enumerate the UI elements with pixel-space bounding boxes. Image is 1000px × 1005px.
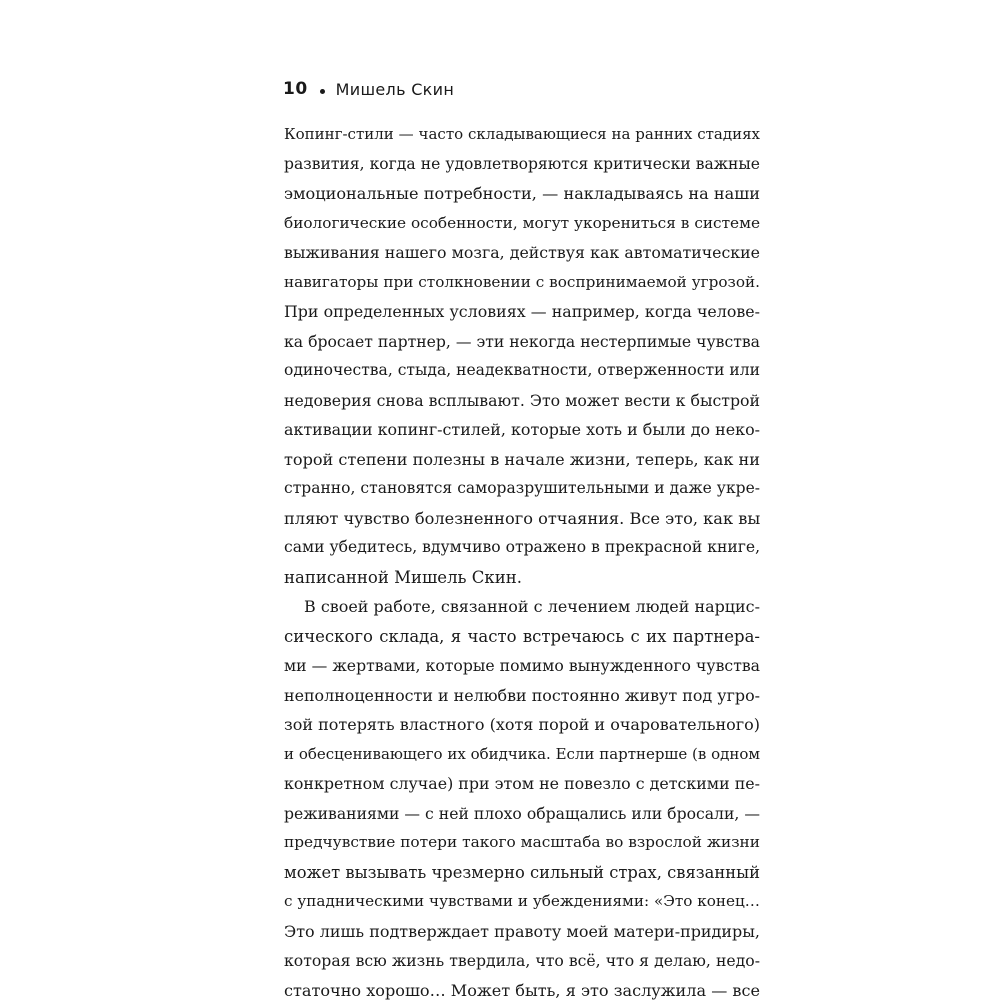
text-line: которая всю жизнь твердила, что всё, что я делаю, недо-: [284, 946, 760, 976]
text-line: одиночества, стыда, неадекватности, отверженности или: [284, 356, 760, 386]
text-line: сического склада, я часто встречаюсь с их партнера-: [284, 622, 760, 652]
text-line: зой потерять властного (хотя порой и очаровательного): [284, 710, 760, 740]
bullet-separator-icon: [320, 89, 325, 94]
text-line: и обесценивающего их обидчика. Если партнерше (в одном: [284, 740, 760, 770]
text-line: неполноценности и нелюбви постоянно живут под угро-: [284, 681, 760, 711]
text-line: эмоциональные потребности, — накладываясь на наши: [284, 179, 760, 209]
text-line: статочно хорошо… Может быть, я это заслужила — все: [284, 976, 760, 1005]
text-line: активации копинг-стилей, которые хоть и были до неко-: [284, 415, 760, 445]
text-line: недоверия снова всплывают. Это может вести к быстрой: [284, 386, 760, 416]
text-line: реживаниями — с ней плохо обращались или бросали, —: [284, 799, 760, 829]
paragraph: [284, 592, 760, 1005]
text-line: может вызывать чрезмерно сильный страх, связанный: [284, 858, 760, 888]
paragraph: [284, 120, 760, 592]
text-line: странно, становятся саморазрушительными и даже укре-: [284, 474, 760, 504]
text-line: В своей работе, связанной с лечением людей нарцис-: [284, 592, 760, 622]
text-line: Копинг-стили — часто складывающиеся на ранних стадиях: [284, 120, 760, 150]
text-line: предчувствие потери такого масштаба во взрослой жизни: [284, 828, 760, 858]
author-name: Мишель Скин: [336, 80, 454, 99]
text-line: написанной Мишель Скин.: [284, 563, 760, 593]
text-line: выживания нашего мозга, действуя как автоматические: [284, 238, 760, 268]
text-line: навигаторы при столкновении с воспринимаемой угрозой.: [284, 268, 760, 298]
text-line: ка бросает партнер, — эти некогда нестерпимые чувства: [284, 327, 760, 357]
text-line: биологические особенности, могут укорениться в системе: [284, 209, 760, 239]
text-line: пляют чувство болезненного отчаяния. Все это, как вы: [284, 504, 760, 534]
text-line: сами убедитесь, вдумчиво отражено в прекрасной книге,: [284, 533, 760, 563]
text-line: При определенных условиях — например, когда челове-: [284, 297, 760, 327]
text-line: конкретном случае) при этом не повезло с детскими пе-: [284, 769, 760, 799]
text-line: с упадническими чувствами и убеждениями: «Это конец…: [284, 887, 760, 917]
page-number: 10: [283, 79, 308, 99]
running-header: [283, 76, 454, 102]
body-text: [284, 120, 760, 1005]
text-line: Это лишь подтверждает правоту моей матери-придиры,: [284, 917, 760, 947]
text-line: ми — жертвами, которые помимо вынужденного чувства: [284, 651, 760, 681]
text-line: торой степени полезны в начале жизни, теперь, как ни: [284, 445, 760, 475]
text-line: развития, когда не удовлетворяются критически важные: [284, 150, 760, 180]
